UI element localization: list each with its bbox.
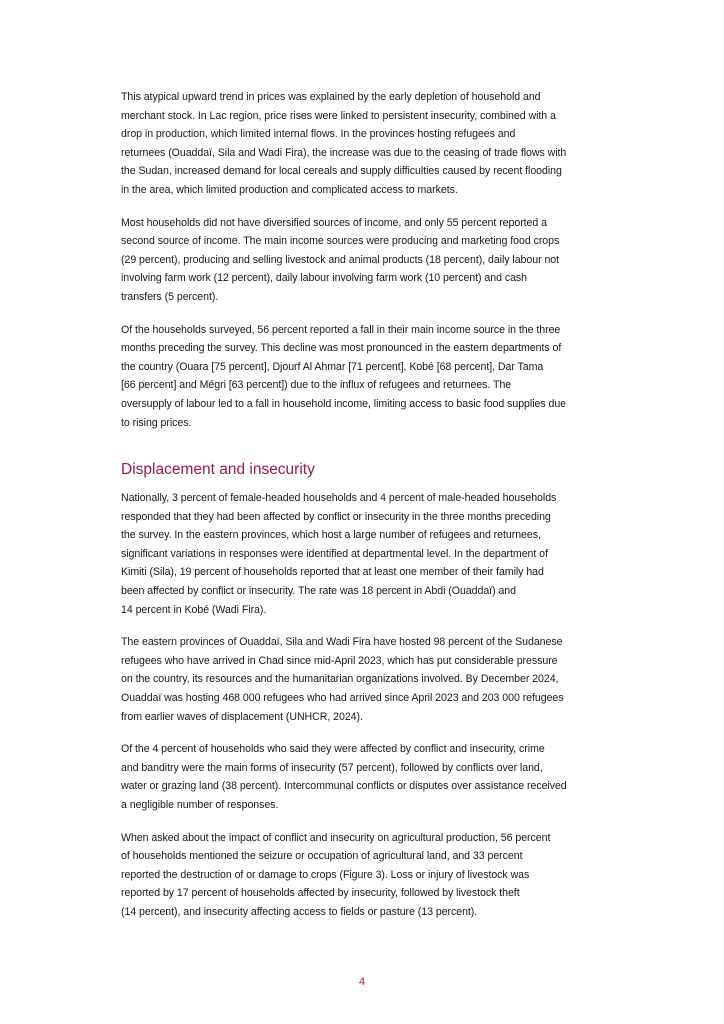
paragraph-line: Nationally, 3 percent of female-headed households and 4 percent of male-headed households (121, 492, 557, 505)
paragraph-line: a negligible number of responses. (121, 799, 279, 811)
paragraph-line: months preceding the survey. This decline was most pronounced in the eastern departments of (121, 342, 562, 355)
paragraph-line: involving farm work (12 percent), daily labour involving farm work (10 percent) and cash (121, 272, 527, 285)
body-paragraph (121, 633, 605, 726)
paragraph-line: This atypical upward trend in prices was explained by the early depletion of household and (121, 91, 541, 103)
paragraph-line: The eastern provinces of Ouaddaï, Sila and Wadi Fira have hosted 98 percent of the Sudanese (121, 636, 563, 649)
paragraph-line: reported by 17 percent of households affected by insecurity, followed by livestock theft (121, 887, 520, 900)
body-paragraph (121, 88, 605, 200)
paragraph-line: second source of income. The main income sources were producing and marketing food crops (121, 235, 560, 248)
paragraph-line: (14 percent), and insecurity affecting access to fields or pasture (13 percent). (121, 905, 478, 918)
intro-paragraphs (121, 88, 605, 432)
paragraph-line: on the country, its resources and the humanitarian organizations involved. By December 2024, (121, 673, 559, 686)
paragraph-line: from earlier waves of displacement (UNHCR, 2024). (121, 710, 363, 723)
paragraph-line: reported the destruction of or damage to crops (Figure 3). Loss or injury of livestock was (121, 868, 530, 881)
paragraph-line: water or grazing land (38 percent). Intercommunal conflicts or disputes over assistance received (121, 780, 567, 793)
paragraph-line: [66 percent] and Mégri [63 percent]) due to the influx of refugees and returnees. The (121, 379, 512, 392)
paragraph-line: merchant stock. In Lac region, price rises were linked to persistent insecurity, combined with a (121, 109, 556, 122)
paragraph-line: Of the households surveyed, 56 percent reported a fall in their main income source in the three (121, 323, 561, 336)
paragraph-line: in the area, which limited production and complicated access to markets. (121, 183, 458, 196)
paragraph-line: the country (Ouara [75 percent], Djourf Al Ahmar [71 percent], Kobé [68 percent], Dar Tama (121, 360, 544, 373)
body-paragraph (121, 321, 605, 433)
paragraph-line: (29 percent), producing and selling livestock and animal products (18 percent), daily labour not (121, 253, 560, 266)
section-paragraphs (121, 489, 605, 921)
body-paragraph (121, 489, 605, 619)
paragraph-line: Kimiti (Sila), 19 percent of households reported that at least one member of their family had (121, 566, 544, 579)
section-heading: Displacement and insecurity (121, 461, 315, 479)
paragraph-line: to rising prices. (121, 416, 192, 429)
paragraph-line: Of the 4 percent of households who said they were affected by conflict and insecurity, crime (121, 743, 545, 756)
paragraph-line: responded that they had been affected by conflict or insecurity in the three months preceding (121, 510, 551, 523)
paragraph-line: returnees (Ouaddaï, Sila and Wadi Fira), the increase was due to the ceasing of trade flows with (121, 146, 567, 159)
paragraph-line: Most households did not have diversified sources of income, and only 55 percent reported a (121, 216, 547, 229)
body-paragraph (121, 214, 605, 307)
paragraph-line: the Sudan, increased demand for local cereals and supply difficulties caused by recent flooding (121, 165, 562, 178)
paragraph-line: oversupply of labour led to a fall in household income, limiting access to basic food supplies due (121, 397, 567, 410)
paragraph-line: When asked about the impact of conflict and insecurity on agricultural production, 56 percent (121, 831, 551, 844)
paragraph-line: transfers (5 percent). (121, 290, 219, 303)
paragraph-line: 14 percent in Kobé (Wadi Fira). (121, 603, 267, 616)
paragraph-line: of households mentioned the seizure or occupation of agricultural land, and 33 percent (121, 850, 523, 863)
page-number: 4 (358, 976, 366, 988)
paragraph-line: and banditry were the main forms of insecurity (57 percent), followed by conflicts over land, (121, 761, 543, 774)
body-paragraph (121, 829, 605, 922)
paragraph-line: the survey. In the eastern provinces, which host a large number of refugees and returnees, (121, 529, 541, 542)
paragraph-line: Ouaddaï was hosting 468 000 refugees who had arrived since April 2023 and 203 000 refugees (121, 692, 564, 705)
document-page (121, 88, 605, 936)
paragraph-line: significant variations in responses were identified at departmental level. In the department of (121, 547, 548, 560)
paragraph-line: refugees who have arrived in Chad since mid-April 2023, which has put considerable pressure (121, 654, 558, 667)
paragraph-line: been affected by conflict or insecurity. The rate was 18 percent in Abdi (Ouaddaï) and (121, 585, 516, 598)
paragraph-line: drop in production, which limited internal flows. In the provinces hosting refugees and (121, 128, 516, 141)
body-paragraph (121, 740, 605, 814)
